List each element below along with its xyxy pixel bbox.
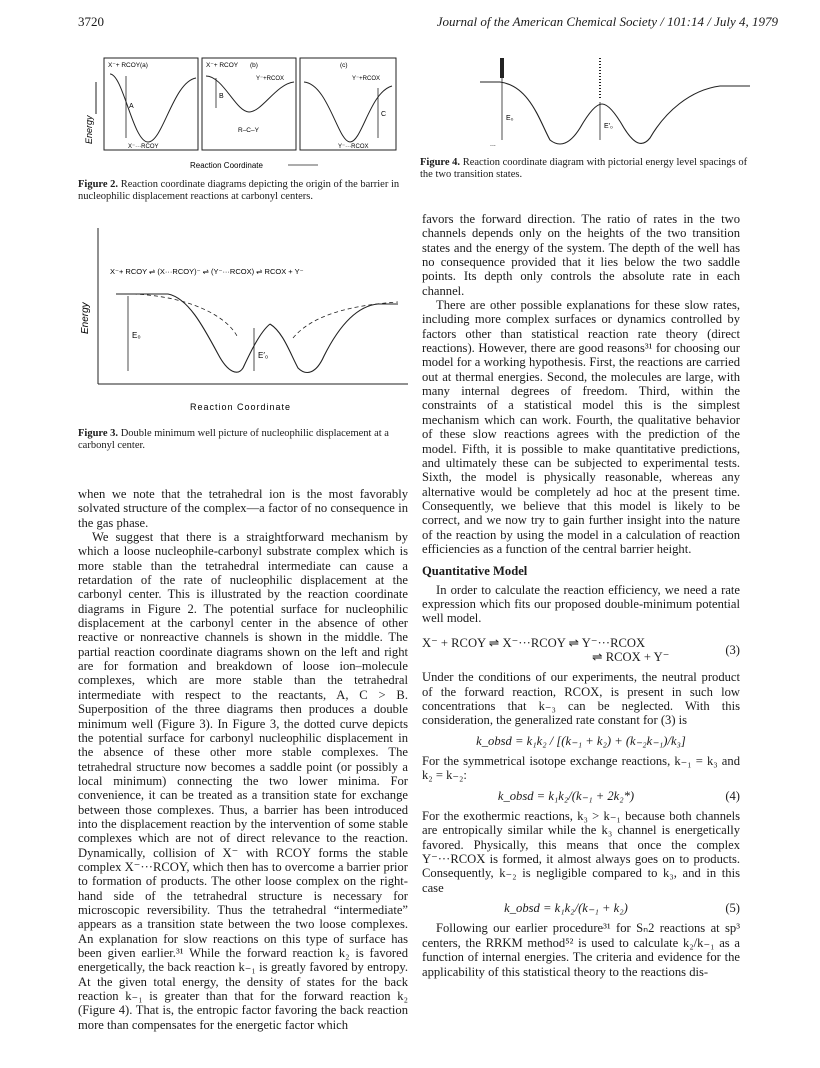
- section-heading: Quantitative Model: [422, 564, 528, 579]
- right-paragraph-1: favors the forward direction. The ratio of rates in the two channels depends only on the heights of the two transition states and the energy of the system. The depth of the well has no consequence provided that it lies below the two saddle points. Its depth only controls the absolute rate in each channel.: [422, 212, 740, 298]
- eq3-line2: ⇌ RCOX + Y⁻: [592, 649, 670, 664]
- fig2-c-label: (c): [340, 62, 348, 69]
- fig4-level-bar-left: [500, 58, 504, 78]
- journal-title: Journal of the American Chemical Society / 101:14 / July 4, 1979: [436, 14, 778, 29]
- figure-4-diagram: [420, 52, 760, 152]
- equation-5: [422, 901, 740, 915]
- fig3-ylabel: Energy: [80, 302, 91, 334]
- right-paragraph-5: For the symmetrical isotope exchange reactions, k₋₁ = k₃ and k₂ = k₋₂:: [422, 754, 740, 783]
- fig3-dotted-left: [133, 294, 238, 338]
- fig3-e0p: E′₀: [258, 351, 269, 360]
- fig2-a-curve: [110, 74, 196, 142]
- fig2-c-mark: C: [381, 111, 387, 118]
- fig2-c-right: Y⁻+RCOX: [352, 76, 381, 82]
- equation-general: [422, 734, 740, 748]
- fig3-xlabel: Reaction Coordinate: [190, 402, 292, 412]
- fig2-a-bottom: X⁻···RCOY: [128, 144, 159, 150]
- fig4-e0p: E′₀: [604, 123, 613, 130]
- fig2-caption: Figure 2. Reaction coordinate diagrams depicting the origin of the barrier in nucleophilic displacement reactions at carbonyl centers.: [78, 179, 400, 202]
- fig2-b-label: (b): [250, 62, 258, 69]
- fig2-xlabel: Reaction Coordinate: [190, 161, 263, 170]
- fig2-c-bottom: Y⁻···RCOX: [338, 144, 369, 150]
- page-number: 3720: [78, 14, 104, 29]
- fig2-a-mark: A: [129, 103, 134, 110]
- equation-4: [422, 789, 740, 803]
- equation-3: [422, 636, 740, 665]
- fig2-panel-a: [104, 58, 198, 150]
- fig3-caption: Figure 3. Double minimum well picture of nucleophilic displacement at a carbonyl center.: [78, 428, 389, 451]
- fig3-e0: E₀: [132, 331, 141, 340]
- left-paragraph-2: We suggest that there is a straightforward mechanism by which a loose nucleophile-carbonyl substrate complex which is more stable than the tetrahedral intermediate can cause a retardation of the rate of nucleophilic displacement at the carbonyl center. This is illustrated by the reaction coordinate diagrams in Figure 2. The potential surface for nucleophilic displacement at the carbonyl center in the absence of other reactive or nonreactive channels is shown in the middle. The partial reaction coordinate diagrams shown on the left and right are for formation and breakdown of loose ion–molecule complexes, which are more stable than the tetrahedral intermediate with respect to the reactants, A, C > B. Superposition of the three diagrams then produces a double minimum well (Figure 3). In Figure 3, the dotted curve depicts the potential surface for carbonyl nucleophilic displacement in the absence of these other more stable complexes. The tetrahedral structure now becomes a saddle point (or possibly a local minimum) connecting the two lower minima. For convenience, it can be treated as a transition state for exchange between those complexes. Thus, a barrier has been introduced into the displacement reaction by the intervention of some stable complexes which are not of direct relevance to the reaction. Dynamically, collision of X⁻ with RCOY forms the stable complex X⁻···RCOY, which then has to overcome a barrier prior to formation of products. The other loose complex on the right-hand side of the tetrahedral structure is necessary for microscopic reversibility. Thus the tetrahedral “intermediate” appears as a transition state between the two loose complexes. An explanation for slow reactions on this type of surface has been given earlier.³¹ While the forward reaction k₂ is favored energetically, the back reaction k₋₁ is greatly favored by entropy. At the given total energy, the density of states for the back reaction k₋₁ is greater than that for the forward reaction k₂ (Figure 4). That is, the entropic factor favoring the back reaction more than compensates for the energetic factor which: [78, 530, 408, 1032]
- fig2-b-tetrahedral: R–C–Y: [238, 127, 259, 134]
- fig4-curve: [480, 82, 750, 144]
- eq5-number: (5): [725, 901, 740, 916]
- fig3-dotted-right: [293, 302, 398, 338]
- figure-3-diagram: [78, 228, 408, 423]
- right-column: [422, 212, 740, 979]
- figure-4: [420, 52, 760, 202]
- fig3-right-well: [270, 304, 398, 372]
- right-paragraph-3: In order to calculate the reaction efficiency, we need a rate expression which fits our proposed double-minimum potential well model.: [422, 582, 740, 626]
- fig2-a-label: (a): [140, 62, 148, 69]
- fig2-b-right: Y⁻+RCOX: [256, 76, 285, 82]
- left-paragraph-1: when we note that the tetrahedral ion is the most favorably solvated structure of the complex—a factor of no consequence in the gas phase.: [78, 487, 408, 530]
- fig3-scheme: X⁻+ RCOY ⇌ (X···RCOY)⁻ ⇌ (Y⁻···RCOX) ⇌ RCOX + Y⁻: [110, 267, 304, 276]
- fig2-ylabel: Energy: [84, 115, 94, 144]
- fig2-panel-c: [300, 58, 396, 150]
- fig2-a-top: X⁻+ RCOY: [108, 62, 141, 69]
- eq-general-text: k_obsd = k₁k₂ / [(k₋₁ + k₂) + (k₋₂k₋₁)/k₃]: [476, 733, 686, 748]
- right-paragraph-2: There are other possible explanations for these slow rates, including more complex surfaces or dynamics controlled by factors other than statistical reaction rate theory (direct reactions). However, there are good reasons³¹ for choosing our model for a working hypothesis. First, the reactions are carried out at thermal energies. Second, the molecules are large, with many internal degrees of freedom. Third, within the constraints of a statistical model this is the simplest mechanism which can work. Fourth, the qualitative behavior of these slow reactions agrees with the prediction of the model. Fifth, it is possible to make quantitative predictions, and ultimately these can be subjected to experimental tests. Sixth, the model is physically reasonable, whereas any alternative would be completely ad hoc at the present time. Consequently, we believe that this model is likely to be correct, and we now try to gain further insight into the nature of the reaction by using the model in a calculation of reaction efficiencies as a function of the central barrier height.: [422, 298, 740, 556]
- fig4-e0: E₀: [506, 115, 514, 122]
- right-paragraph-6: For the exothermic reactions, k₃ > k₋₁ because both channels are entropically similar while the k₃ channel is energetically favored. Physically, this means that once the complex Y⁻···RCOX is formed, it almost always goes on to products. Consequently, k₋₂ is negligible compared to k₃, and in this case: [422, 809, 740, 895]
- fig4-left-dots: ...: [490, 141, 496, 148]
- figure-3: [78, 228, 408, 458]
- figure-2: [78, 52, 408, 212]
- eq4-number: (4): [725, 788, 740, 803]
- eq5-text: k_obsd = k₁k₂/(k₋₁ + k₂): [504, 901, 628, 916]
- right-paragraph-4: Under the conditions of our experiments, the neutral product of the forward reaction, RCOX, is present in such low concentrations that k₋₃ can be neglected. With this consideration, the generalized rate constant for (3) is: [422, 670, 740, 728]
- fig2-c-curve: [304, 82, 392, 142]
- right-paragraph-7: Following our earlier procedure³¹ for Sₙ2 reactions at sp³ centers, the RRKM method⁵² is used to calculate k₂/k₋₁ as a function of internal energies. The criteria and evidence for the applicability of this statistical theory to the reactions dis-: [422, 921, 740, 979]
- eq3-line1: X⁻ + RCOY ⇌ X⁻···RCOY ⇌ Y⁻···RCOX: [422, 635, 646, 650]
- fig2-b-mark: B: [219, 93, 224, 100]
- left-column: [78, 487, 408, 1032]
- eq4-text: k_obsd = k₁k₂/(k₋₁ + 2k₂*): [497, 788, 635, 803]
- eq3-number: (3): [725, 642, 740, 657]
- fig2-b-top: X⁻+ RCOY: [206, 62, 239, 69]
- fig4-caption: Figure 4. Reaction coordinate diagram with pictorial energy level spacings of the two transition states.: [420, 157, 748, 180]
- figure-2-diagram: [78, 52, 408, 174]
